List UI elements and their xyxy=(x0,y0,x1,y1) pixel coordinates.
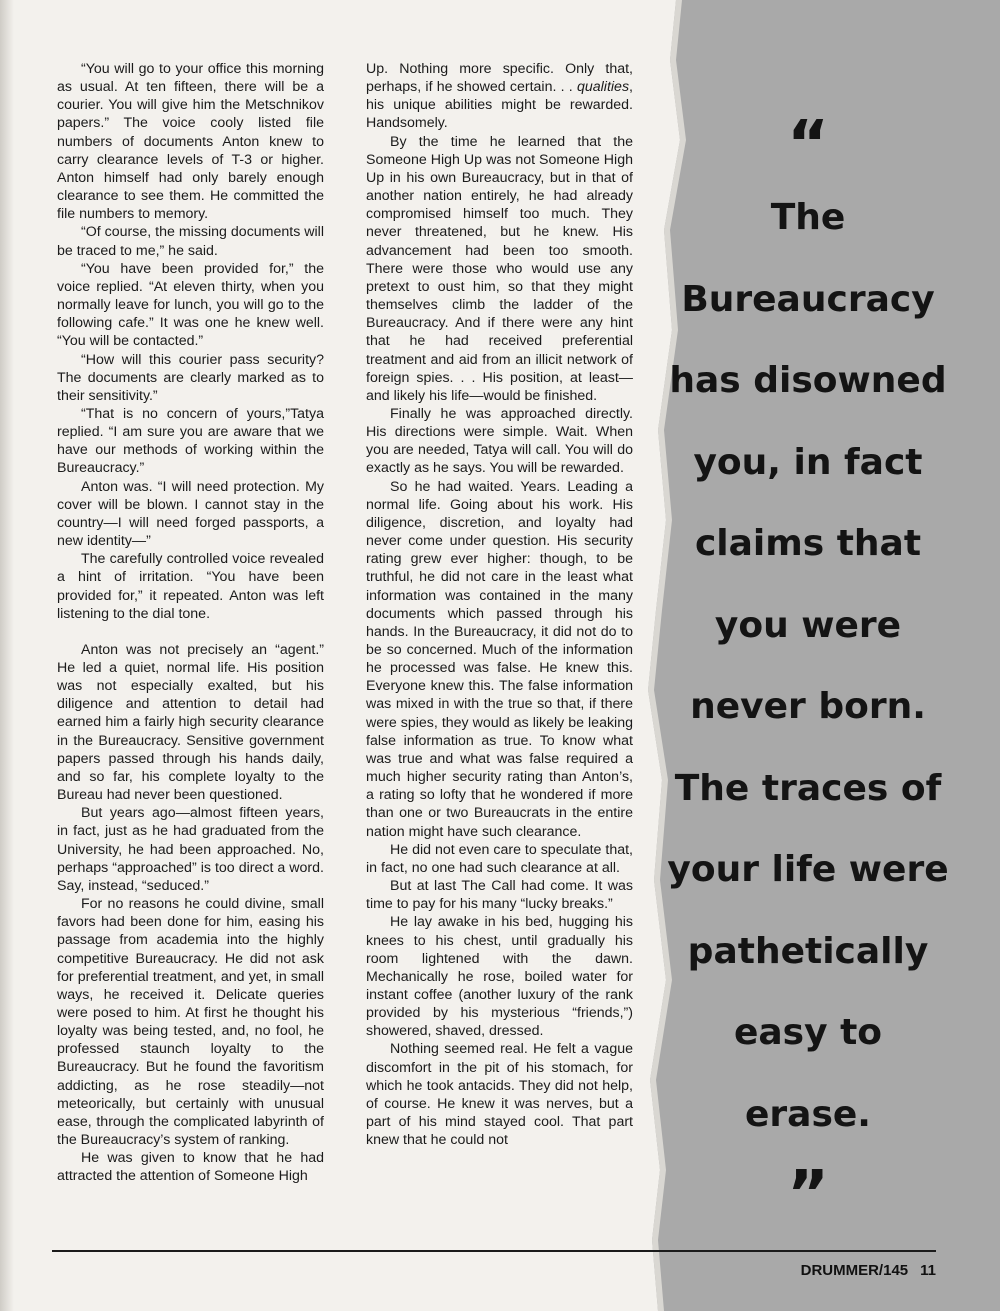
page-number: 11 xyxy=(920,1262,936,1279)
paragraph: But years ago—almost fifteen years, in fact, just as he had graduated from the University, he had been approached. No, perhaps “approached” is too direct a word. Say, instead, “seduced.” xyxy=(57,805,324,894)
pull-quote-line: you, in fact xyxy=(693,441,923,483)
binding-shadow xyxy=(0,0,14,1311)
paragraph: For no reasons he could divine, small favors had been done for him, easing his passage from academia into the highly competitive Bureaucracy. He did not ask for preferential treatment, and yet, in small ways, he received it. Delicate queries were posed to him. At first he thought his loyalty was being tested, and, no fool, he professed staunch loyalty to the Bureaucracy. But he found the favoritism addicting, as he rose steadily—not meteorically, but certainly with unusual ease, through the complicated labyrinth of the Bureaucracy’s system of ranking. xyxy=(57,896,324,1149)
footer-rule xyxy=(52,1250,936,1252)
pull-quote-text xyxy=(663,177,953,1155)
pull-quote-line: has disowned xyxy=(669,360,947,401)
paragraph: Finally he was approached directly. His directions were simple. Wait. When you are needed, Tatya will call. You will do exactly as he says. You will be rewarded. xyxy=(366,405,633,477)
pull-quote-line: Bureaucracy xyxy=(681,278,935,320)
pull-quote-line: never born. xyxy=(690,686,926,727)
magazine-issue: DRUMMER/145 xyxy=(800,1262,909,1279)
page-footer xyxy=(760,1262,936,1279)
paragraph: The carefully controlled voice revealed a hint of irritation. “You have been provided for,” it repeated. Anton was left listening to the dial tone. xyxy=(57,551,324,622)
pull-quote-line: erase. xyxy=(745,1093,871,1135)
pull-quote-line: The xyxy=(770,197,846,238)
paragraph: But at last The Call had come. It was time to pay for his many “lucky breaks.” xyxy=(366,878,633,913)
article-column-left xyxy=(57,60,324,1186)
paragraph: Anton was not precisely an “agent.” He led a quiet, normal life. His position was not especially exalted, but his diligence and attention to detail had earned him a fairly high security clearance in the Bureaucracy. Sensitive government papers passed through his hands daily, and so far, his complete loyalty to the Bureau had never been questioned. xyxy=(57,641,324,804)
paragraph: “How will this courier pass security? The documents are clearly marked as to their sensitivity.” xyxy=(57,351,324,404)
open-quote-mark: “ xyxy=(786,108,830,182)
pull-quote-line: The traces of xyxy=(674,767,942,809)
paragraph: “Of course, the missing documents will be traced to me,” he said. xyxy=(57,224,324,259)
paragraph: He did not even care to speculate that, in fact, no one had such clearance at all. xyxy=(366,841,633,876)
article-column-middle xyxy=(366,60,633,1149)
pull-quote xyxy=(663,108,953,1232)
paragraph: “That is no concern of yours,”Tatya replied. “I am sure you are aware that we have our methods of working within the Bureaucracy.” xyxy=(57,405,324,477)
paragraph: He lay awake in his bed, hugging his knees to his chest, until gradually his room lightened with the dawn. Mechanically he rose, boiled water for instant coffee (another luxury of the rank provided by his mysterious “friends,”) showered, shaved, dressed. xyxy=(366,914,633,1040)
paragraph: “You will go to your office this morning as usual. At ten fifteen, there will be a courier. You will give him the Metschnikov papers.” The voice cooly listed file numbers of documents Anton knew to carry clearance levels of T-3 or higher. Anton himself had only barely enough clearance to see them. He committed the file numbers to memory. xyxy=(57,61,324,223)
close-quote-mark: ” xyxy=(786,1158,830,1232)
paragraph: “You have been provided for,” the voice replied. “At eleven thirty, when you normally leave for lunch, you will go to the following cafe.” It was one he knew well. “You will be contacted.” xyxy=(57,260,324,350)
paragraph: By the time he learned that the Someone High Up was not Someone High Up in his own Bureaucracy, but in that of another nation entirely, he had already compromised himself too much. They never threatened, but he knew. His advancement had been too smooth. There were those who would use any pretext to oust him, so that they might themselves climb the ladder of the Bureaucracy. And if there were any hint that he had received preferential treatment and aid from an illicit network of foreign spies. . . His position, at least—and likely his life—would be finished. xyxy=(366,133,633,404)
paragraph: He was given to know that he had attracted the attention of Someone High xyxy=(57,1150,324,1185)
paragraph: Up. Nothing more specific. Only that, perhaps, if he showed certain. . . qualities, his unique abilities might be rewarded. Handsomely. xyxy=(366,61,633,132)
pull-quote-line: your life were xyxy=(667,849,949,890)
paragraph: Nothing seemed real. He felt a vague discomfort in the pit of his stomach, for which he took antacids. They did not help, of course. He knew it was nerves, but a part of his mind stayed cool. That part knew that he could not xyxy=(366,1041,633,1149)
pull-quote-line: pathetically xyxy=(687,930,929,972)
paragraph: So he had waited. Years. Leading a normal life. Going about his work. His diligence, discretion, and loyalty had never come under question. His security rating grew ever higher: though, to be truthful, he did not care in the least what information was contained in the many documents which passed through his hands. In the Bureaucracy, it did not do to be so concerned. Much of the information he processed was false. He knew this. Everyone knew this. The false information was mixed in with the true so that, if there were spies, they would as likely be leaking false information as true. To know what was true and what was false required a much higher security rating than Anton’s, a rating so lofty that he wondered if more than one or two Bureaucrats in the entire nation might have such clearance. xyxy=(366,478,633,840)
paragraph: Anton was. “I will need protection. My cover will be blown. I cannot stay in the country—I will need forged passports, a new identity—” xyxy=(57,478,324,550)
pull-quote-line: claims that xyxy=(694,523,922,564)
pull-quote-line: you were xyxy=(714,604,902,646)
pull-quote-line: easy to xyxy=(733,1012,883,1053)
